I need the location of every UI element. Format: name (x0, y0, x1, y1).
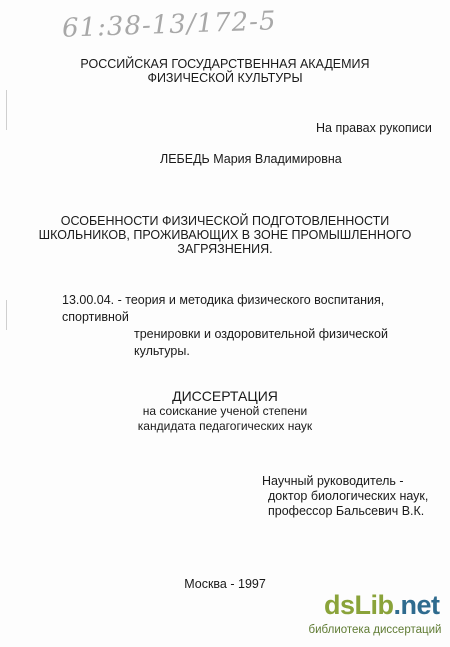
handwritten-archive-number: 61:38-13/172-5 (61, 6, 277, 44)
degree-line-1: на соискание ученой степени (142, 404, 308, 418)
supervisor-line-2: доктор биологических наук, (268, 489, 429, 503)
institution-name (0, 57, 450, 85)
city-year: Москва - 1997 (184, 577, 266, 591)
degree-description (0, 404, 450, 434)
specialty-line-1: 13.00.04. - теория и методика физического воспитания, спортивной (62, 293, 385, 324)
scan-edge-mark (6, 300, 7, 330)
dslib-logo (324, 590, 440, 621)
degree-line-2: кандидата педагогических наук (137, 419, 313, 433)
scan-edge-mark (6, 90, 7, 130)
dissertation-heading: ДИССЕРТАЦИЯ (172, 388, 278, 404)
supervisor-line-1: Научный руководитель - (262, 474, 404, 488)
author-name: ЛЕБЕДЬ Мария Владимировна (160, 152, 342, 166)
title-line-2: ШКОЛЬНИКОВ, ПРОЖИВАЮЩИХ В ЗОНЕ ПРОМЫШЛЕННОГО (38, 228, 412, 242)
logo-part-2: .net (393, 590, 440, 620)
logo-part-1: dsLib (324, 590, 394, 620)
dissertation-title (0, 214, 450, 256)
supervisor-line-3: профессор Бальсевич В.К. (268, 504, 425, 518)
dslib-watermark[interactable] (300, 590, 450, 647)
manuscript-rights-note: На правах рукописи (316, 121, 432, 135)
institution-line-2: ФИЗИЧЕСКОЙ КУЛЬТУРЫ (147, 71, 303, 85)
dslib-tagline: библиотека диссертаций (308, 624, 442, 636)
title-line-1: ОСОБЕННОСТИ ФИЗИЧЕСКОЙ ПОДГОТОВЛЕННОСТИ (60, 214, 390, 228)
scientific-supervisor (262, 474, 428, 519)
title-line-3: ЗАГРЯЗНЕНИЯ. (177, 242, 273, 256)
specialty-line-2: тренировки и оздоровительной физической культуры. (134, 327, 388, 358)
specialty-code (62, 292, 442, 360)
institution-line-1: РОССИЙСКАЯ ГОСУДАРСТВЕННАЯ АКАДЕМИЯ (80, 57, 370, 71)
